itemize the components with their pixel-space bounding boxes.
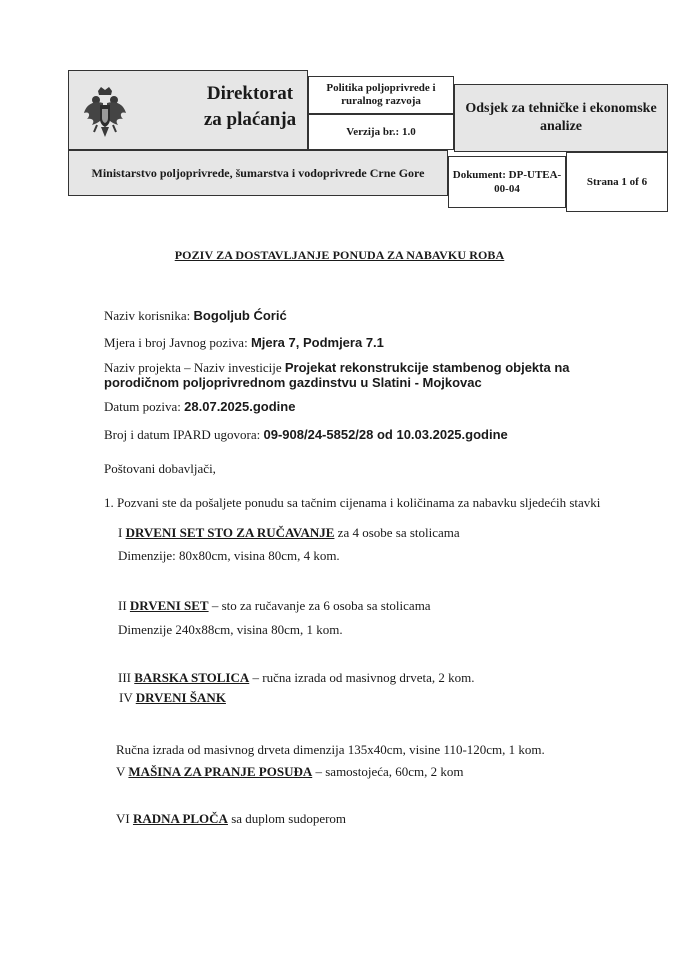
field-mjera: [104, 335, 384, 351]
field-value: Mjera 7, Podmjera 7.1: [250, 335, 384, 350]
item-2: [118, 598, 431, 614]
item-description: – sto za ručavanje za 6 osoba sa stolicama: [211, 598, 431, 613]
item-1: [118, 525, 460, 541]
item-name: MAŠINA ZA PRANJE POSUĐA: [128, 764, 313, 779]
item-number: II: [118, 598, 127, 613]
document-title: POZIV ZA DOSTAVLJANJE PONUDA ZA NABAVKU ROBA: [174, 248, 505, 262]
item-number: III: [118, 670, 131, 685]
field-label: Naziv projekta – Naziv investicije: [104, 360, 282, 375]
greeting: Poštovani dobavljači,: [104, 461, 216, 476]
item-name: DRVENI SET: [129, 598, 209, 613]
item-description: – samostojeća, 60cm, 2 kom: [315, 764, 464, 779]
item-number: I: [118, 525, 123, 540]
item-3: [118, 670, 475, 686]
item-4-description: Ručna izrada od masivnog drveta dimenzija 135x40cm, visine 110-120cm, 1 kom.: [116, 742, 545, 757]
item-5: [116, 764, 464, 780]
field-projekat: [104, 360, 570, 376]
page-number-cell: Strana 1 of 6: [566, 152, 668, 212]
version-cell: Verzija br.: 1.0: [308, 114, 454, 150]
field-value: Projekat rekonstrukcije stambenog objekta na: [284, 360, 570, 375]
item-name: RADNA PLOČA: [132, 811, 228, 826]
field-label: Broj i datum IPARD ugovora:: [104, 427, 261, 442]
item-number: IV: [119, 690, 133, 705]
policy-cell: Politika poljoprivrede i ruralnog razvoja: [308, 76, 454, 114]
field-datum: [104, 399, 295, 415]
directorate-title: [195, 81, 305, 133]
document-number-cell: Dokument: DP-UTEA-00-04: [448, 156, 566, 208]
directorate-title-line2: za plaćanja: [203, 109, 297, 130]
field-value: 09-908/24-5852/28 od 10.03.2025.godine: [263, 427, 508, 442]
field-value: 28.07.2025.godine: [184, 399, 296, 414]
item-2-dimensions: Dimenzije 240x88cm, visina 80cm, 1 kom.: [118, 622, 343, 637]
ministry-cell: Ministarstvo poljoprivrede, šumarstva i vodoprivrede Crne Gore: [68, 150, 448, 196]
item-description: – ručna izrada od masivnog drveta, 2 kom.: [252, 670, 475, 685]
field-value: Bogoljub Ćorić: [193, 308, 287, 323]
item-description: za 4 osobe sa stolicama: [337, 525, 460, 540]
item-name: DRVENI SET STO ZA RUČAVANJE: [125, 525, 335, 540]
field-label: Naziv korisnika:: [104, 308, 191, 323]
item-4: [119, 690, 226, 706]
item-6: [116, 811, 346, 827]
field-ugovor: [104, 427, 508, 443]
directorate-title-line1: Direktorat: [206, 83, 294, 104]
department-cell: Odsjek za tehničke i ekonomske analize: [454, 84, 668, 152]
field-korisnik: [104, 308, 287, 324]
item-name: DRVENI ŠANK: [135, 690, 226, 705]
intro-paragraph: 1. Pozvani ste da pošaljete ponudu sa tačnim cijenama i količinama za nabavku sljedećih stavki: [104, 495, 601, 510]
field-projekat-continued: porodičnom poljoprivrednom gazdinstvu u Slatini - Mojkovac: [104, 375, 482, 390]
item-name: BARSKA STOLICA: [134, 670, 250, 685]
item-description: sa duplom sudoperom: [231, 811, 347, 826]
field-label: Mjera i broj Javnog poziva:: [104, 335, 248, 350]
item-number: V: [116, 764, 126, 779]
header-logo-cell: [68, 70, 308, 150]
item-number: VI: [116, 811, 130, 826]
item-1-dimensions: Dimenzije: 80x80cm, visina 80cm, 4 kom.: [118, 548, 340, 563]
header-table: [68, 70, 668, 212]
montenegro-coat-of-arms-icon: [81, 85, 129, 141]
field-label: Datum poziva:: [104, 399, 181, 414]
